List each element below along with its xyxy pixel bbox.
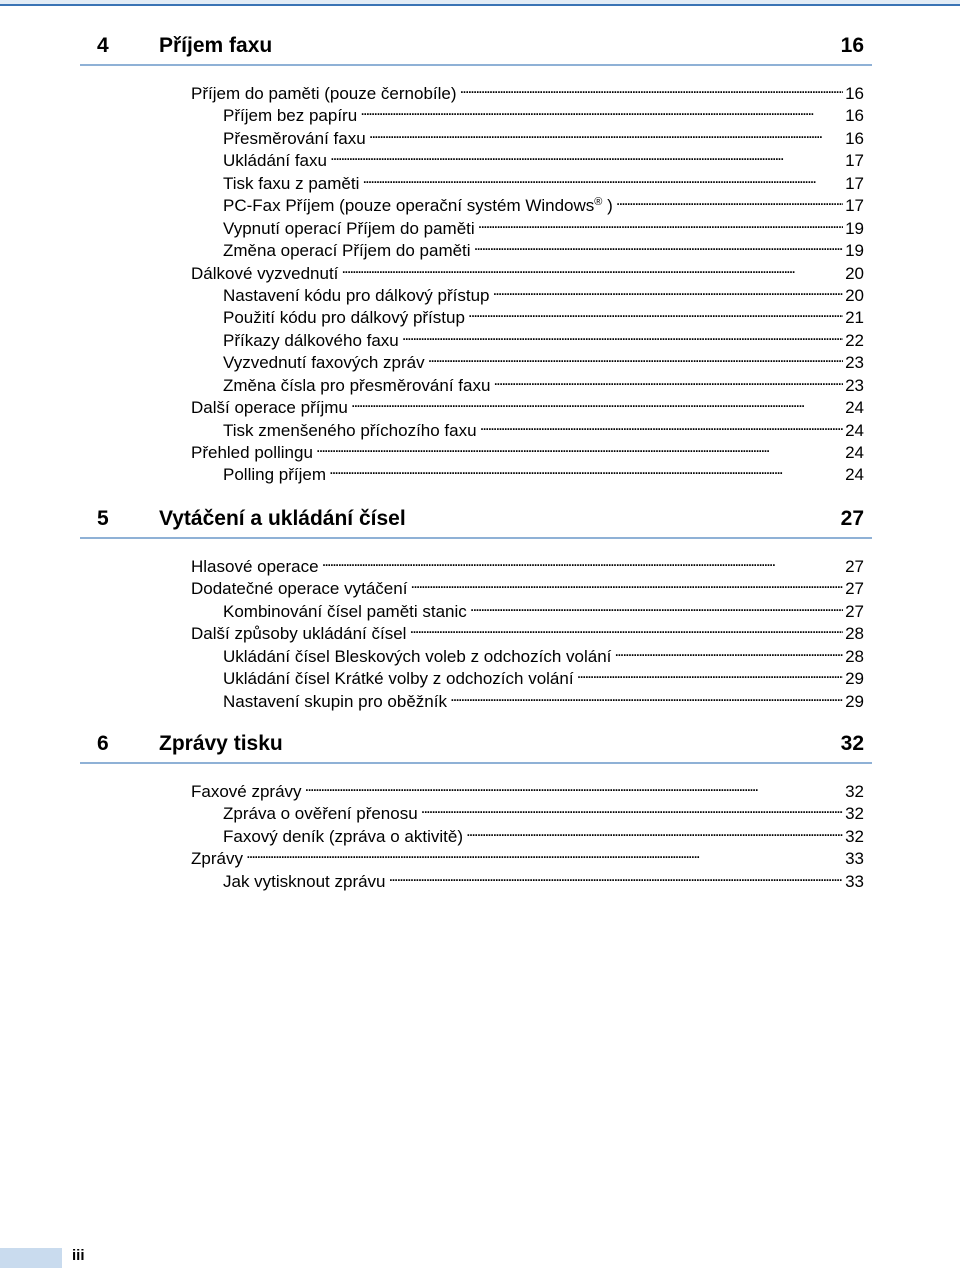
chapter-title[interactable]: Příjem faxu — [159, 34, 273, 57]
toc-entry[interactable] — [80, 617, 872, 644]
toc-entry[interactable] — [80, 820, 872, 846]
toc-entry-label — [223, 464, 326, 486]
toc-entry-page: 28 — [845, 646, 864, 666]
toc-entry-text: Ukládání faxu — [223, 151, 327, 171]
chapter-number: 5 — [97, 507, 109, 530]
dot-leader — [577, 662, 844, 684]
toc-entry-text: Vypnutí operací Příjem do paměti — [223, 218, 475, 238]
toc-entry-page: 17 — [845, 173, 864, 193]
toc-entry-page: 20 — [845, 263, 864, 283]
toc-entry-page: 28 — [845, 624, 864, 644]
toc-entry-page: 19 — [845, 218, 864, 238]
toc-entry[interactable] — [80, 346, 872, 373]
toc-entry[interactable] — [80, 775, 872, 801]
toc-entry-page: 24 — [845, 398, 864, 418]
toc-entry-page: 20 — [845, 285, 864, 305]
dot-leader — [616, 189, 843, 211]
toc-entry-label — [223, 691, 447, 713]
toc-entry-page: 33 — [845, 871, 864, 891]
dot-leader — [421, 797, 843, 819]
chapter-title[interactable]: Zprávy tisku — [159, 732, 283, 755]
toc-entry-text: Změna operací Příjem do paměti — [223, 241, 471, 261]
dot-leader — [614, 640, 843, 662]
toc-entry-page: 17 — [845, 151, 864, 171]
toc-entry-suffix: ) — [602, 196, 613, 216]
dot-leader — [329, 458, 843, 480]
toc-entry-text: Použití kódu pro dálkový přístup — [223, 308, 465, 328]
chapter-number: 6 — [97, 732, 109, 755]
toc-entry-text: PC-Fax Příjem (pouze operační systém Windows — [223, 196, 595, 216]
toc-entry[interactable] — [80, 189, 872, 216]
toc-entry-page: 21 — [845, 308, 864, 328]
toc-entry[interactable] — [80, 122, 872, 148]
toc-entry[interactable] — [80, 301, 872, 328]
toc-entry-text: Dálkové vyzvednutí — [191, 263, 339, 283]
toc-entry-page: 27 — [845, 601, 864, 621]
toc-entry-text: Změna čísla pro přesměrování faxu — [223, 375, 491, 395]
chapter-number: 4 — [97, 34, 109, 57]
dot-leader — [351, 391, 843, 413]
chapter-page: 32 — [840, 732, 864, 755]
footer-page-number: iii — [72, 1247, 85, 1264]
toc-entry-text: Jak vytisknout zprávu — [223, 871, 386, 891]
toc-entry-text: Další způsoby ukládání čísel — [191, 624, 407, 644]
dot-leader — [409, 617, 843, 639]
toc-entry-text: Ukládání čísel Krátké volby z odchozích volání — [223, 669, 574, 689]
toc-entry[interactable] — [80, 324, 872, 350]
dot-leader — [466, 820, 843, 842]
toc-entries — [80, 550, 872, 711]
toc-entry[interactable] — [80, 99, 872, 126]
toc-entries — [80, 775, 872, 891]
dot-leader — [474, 234, 844, 256]
chapter-4 — [80, 32, 872, 485]
toc-entry-page: 29 — [845, 669, 864, 689]
toc-entry-page: 24 — [845, 420, 864, 440]
toc-entry-page: 23 — [845, 353, 864, 373]
toc-entry-page: 32 — [845, 804, 864, 824]
toc-entry-text: Další operace příjmu — [191, 398, 348, 418]
toc-entry-page: 33 — [845, 849, 864, 869]
toc-entry[interactable] — [80, 414, 872, 440]
toc-entry-text: Nastavení kódu pro dálkový přístup — [223, 285, 490, 305]
dot-leader — [478, 212, 843, 234]
top-rule — [0, 0, 960, 6]
toc-entry[interactable] — [80, 144, 872, 171]
toc-entry[interactable] — [80, 595, 872, 621]
toc-entry-text: Zpráva o ověření přenosu — [223, 804, 418, 824]
chapter-5 — [80, 505, 872, 711]
toc-entry[interactable] — [80, 212, 872, 238]
dot-leader — [362, 167, 843, 189]
toc-entry-page: 32 — [845, 782, 864, 801]
dot-leader — [402, 324, 843, 346]
dot-leader — [428, 346, 844, 368]
toc-entry-text: Příjem do paměti (pouze černobíle) — [191, 84, 457, 103]
toc-entry-text: Hlasové operace — [191, 557, 319, 576]
toc-entry-page: 29 — [845, 691, 864, 711]
dot-leader — [492, 279, 843, 301]
toc-entry-text: Faxové zprávy — [191, 782, 302, 801]
toc-entry-text: Příjem bez papíru — [223, 106, 358, 126]
dot-leader — [369, 122, 843, 144]
toc-entry-page: 19 — [845, 241, 864, 261]
toc-entry-page: 17 — [845, 196, 864, 216]
toc-entry-page: 32 — [845, 826, 864, 846]
toc-entry-text: Polling příjem — [223, 465, 326, 485]
toc-entry-label — [223, 871, 386, 893]
dot-leader — [330, 144, 843, 166]
toc-entry-text: Ukládání čísel Bleskových voleb z odchozích volání — [223, 646, 612, 666]
toc-entry-text: Zprávy — [191, 849, 243, 869]
toc-entry[interactable] — [80, 369, 872, 395]
registered-mark: ® — [594, 196, 603, 209]
dot-leader — [305, 775, 844, 797]
chapter-heading — [80, 505, 872, 539]
dot-leader — [341, 257, 843, 279]
toc-entry[interactable] — [80, 279, 872, 305]
toc-entry-text: Přehled pollingu — [191, 443, 313, 462]
toc-entry[interactable] — [80, 865, 872, 891]
dot-leader — [468, 301, 843, 323]
dot-leader — [316, 436, 843, 458]
toc-entry-text: Dodatečné operace vytáčení — [191, 579, 408, 599]
dot-leader — [246, 842, 843, 864]
dot-leader — [322, 550, 844, 572]
dot-leader — [450, 685, 843, 707]
toc-entry-page: 16 — [845, 106, 864, 126]
toc-entry-text: Faxový deník (zpráva o aktivitě) — [223, 826, 463, 846]
chapter-title[interactable]: Vytáčení a ukládání čísel — [159, 507, 406, 530]
dot-leader — [410, 572, 843, 594]
toc-entry[interactable] — [80, 842, 872, 869]
toc-entry-text: Tisk faxu z paměti — [223, 173, 360, 193]
footer-bar — [0, 1248, 62, 1268]
toc-entry-page: 22 — [845, 330, 864, 350]
toc-entry[interactable] — [80, 572, 872, 599]
toc-entry-text: Nastavení skupin pro oběžník — [223, 691, 447, 711]
chapter-page: 27 — [840, 507, 864, 530]
toc-entry[interactable] — [80, 662, 872, 689]
toc-entry[interactable] — [80, 685, 872, 711]
dot-leader — [360, 99, 843, 121]
toc-entry-page: 24 — [845, 443, 864, 462]
toc-entry[interactable] — [80, 640, 872, 666]
toc-entry[interactable] — [80, 797, 872, 824]
toc-entry[interactable] — [80, 77, 872, 103]
toc-entry-page: 24 — [845, 465, 864, 485]
toc-entry-page: 23 — [845, 375, 864, 395]
dot-leader — [470, 595, 843, 617]
toc-entry-page: 27 — [845, 579, 864, 599]
chapter-heading — [80, 730, 872, 764]
toc-entry-text: Přesměrování faxu — [223, 128, 366, 148]
toc-entry-text: Příkazy dálkového faxu — [223, 330, 399, 350]
chapter-page: 16 — [840, 34, 864, 57]
toc-entry[interactable] — [80, 458, 872, 485]
chapter-6 — [80, 730, 872, 891]
toc-entry[interactable] — [80, 436, 872, 462]
toc-entry[interactable] — [80, 391, 872, 418]
toc-entries — [80, 77, 872, 485]
toc-entry[interactable] — [80, 257, 872, 283]
dot-leader — [389, 865, 844, 887]
toc-entry[interactable] — [80, 234, 872, 261]
toc-entry-page: 16 — [845, 128, 864, 148]
toc-entry-page: 16 — [845, 84, 864, 103]
dot-leader — [460, 77, 844, 99]
toc-entry-text: Vyzvednutí faxových zpráv — [223, 353, 425, 373]
dot-leader — [493, 369, 843, 391]
chapter-heading — [80, 32, 872, 66]
toc-entry[interactable] — [80, 550, 872, 576]
dot-leader — [480, 414, 844, 436]
toc-entry-page: 27 — [845, 557, 864, 576]
toc-entry-text: Kombinování čísel paměti stanic — [223, 601, 467, 621]
toc-entry[interactable] — [80, 167, 872, 193]
toc-entry-text: Tisk zmenšeného příchozího faxu — [223, 420, 477, 440]
